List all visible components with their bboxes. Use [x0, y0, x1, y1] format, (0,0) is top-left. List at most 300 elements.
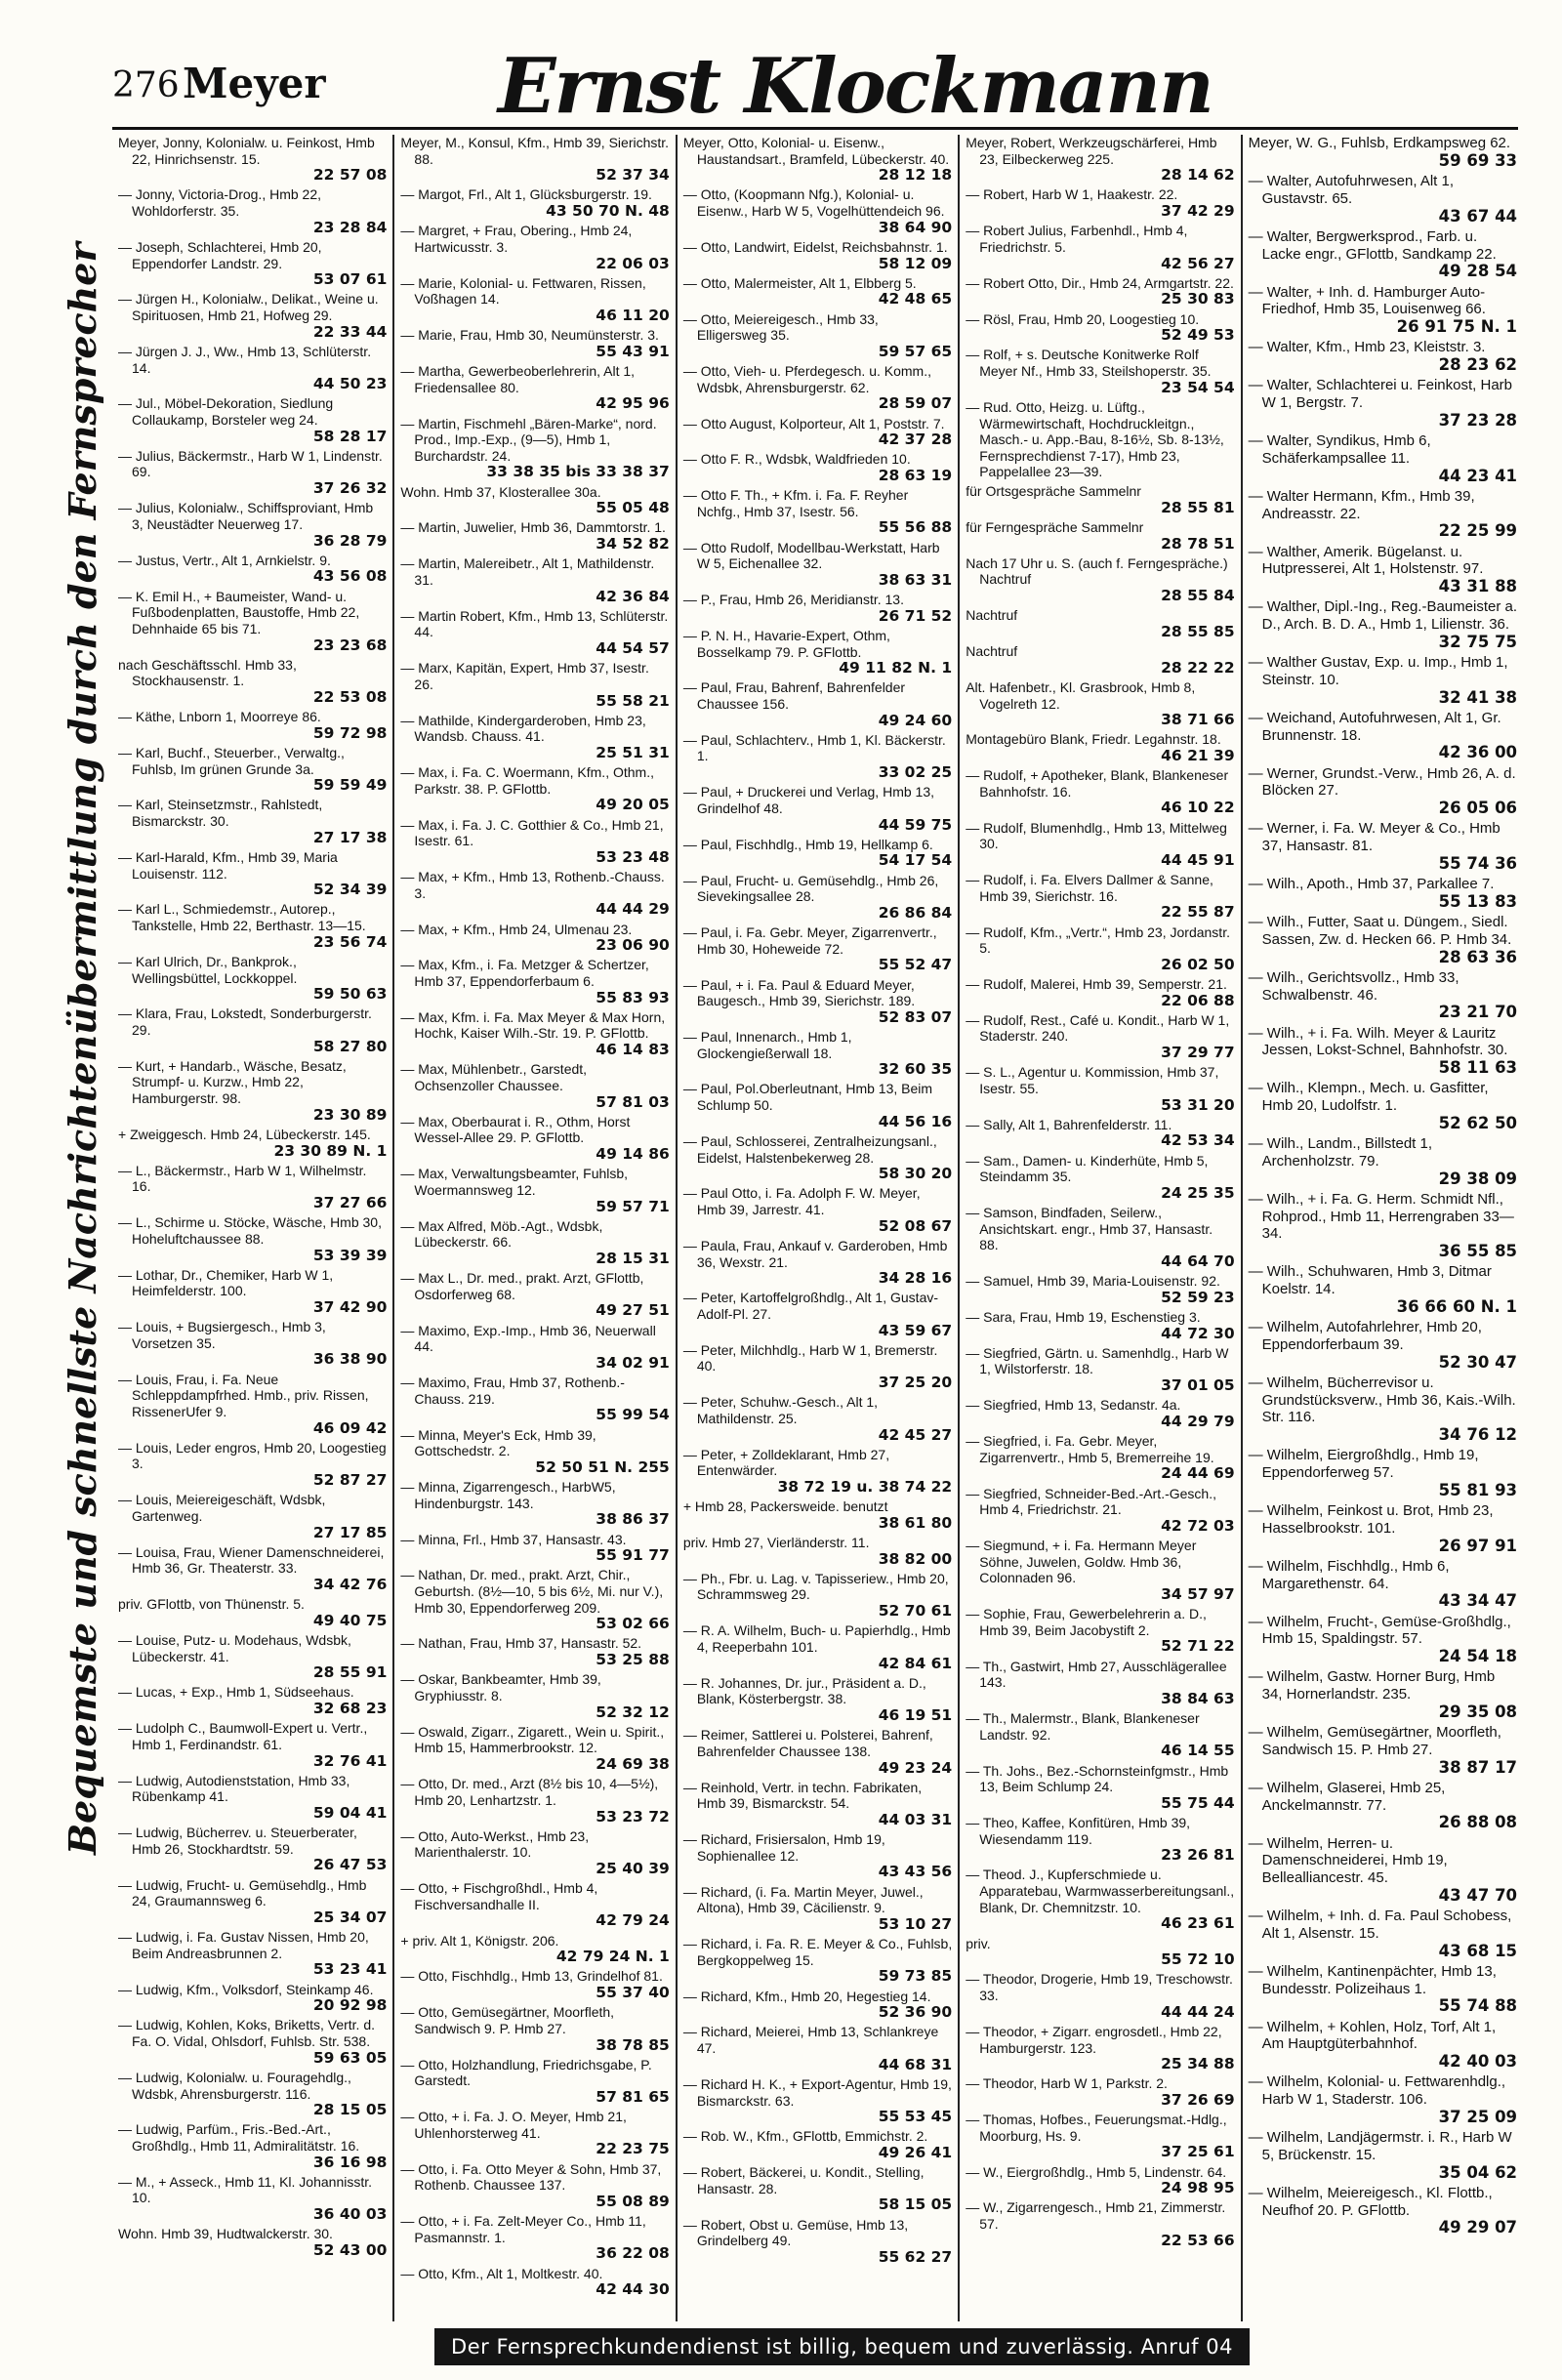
listing-entry — [118, 186, 387, 235]
listing-entry — [1249, 2073, 1517, 2126]
listing-entry — [400, 1323, 669, 1372]
phone-number: 49 11 82 N. 1 — [839, 659, 953, 677]
listing-entry — [966, 483, 1234, 516]
phone-number: 53 23 41 — [312, 1960, 388, 1979]
listing-entry — [400, 2004, 669, 2053]
entry-text: — Peter, Milchhdlg., Harb W 1, Bremerstr. 40. — [682, 1341, 938, 1375]
entry-text: — Sara, Frau, Hmb 19, Eschenstieg 3. — [966, 1308, 1201, 1325]
entry-text: — Max L., Dr. med., prakt. Arzt, GFlottb, Osdorferweg 68. — [400, 1270, 644, 1302]
phone-number: 26 91 75 N. 1 — [1396, 317, 1518, 336]
listing-entry — [683, 977, 952, 1026]
phone-number: 37 25 61 — [1161, 2143, 1235, 2161]
listing-entry — [1249, 1558, 1517, 1611]
listing-entry — [1249, 173, 1517, 226]
entry-text: — Wilhelm, + Kohlen, Holz, Torf, Alt 1, Am Hauptgüterbahnhof. — [1248, 2018, 1497, 2053]
entry-text: — Siegfried, i. Fa. Gebr. Meyer, Zigarrenvertr., Hmb 5, Bremerreihe 19. — [966, 1433, 1214, 1465]
entry-text: — Wilhelm, Eiergroßhdlg., Hmb 19, Eppendorferweg 57. — [1248, 1447, 1479, 1481]
entry-text: — Martin, Juwelier, Hmb 36, Dammtorstr. 1. — [400, 519, 666, 536]
phone-number: 46 19 51 — [878, 1706, 953, 1725]
listing-entry — [118, 797, 387, 845]
entry-text: — Otto, + i. Fa. Zelt-Meyer Co., Hmb 11, Pasmannstr. 1. — [400, 2213, 646, 2245]
listing-entry — [118, 745, 387, 794]
listing-entry — [118, 1544, 387, 1593]
listing-entry — [966, 976, 1234, 1009]
entry-text: — Paul, + Druckerei und Verlag, Hmb 13, Grindelhof 48. — [682, 784, 934, 816]
phone-number: 28 14 62 — [1161, 166, 1235, 185]
phone-number: 43 31 88 — [1438, 577, 1518, 595]
entry-text: — Ludwig, Bücherrev. u. Steuerberater, Hmb 26, Stockhardtstr. 59. — [118, 1825, 357, 1857]
entry-text: — Wilhelm, Glaserei, Hmb 25, Anckelmannstr. 77. — [1248, 1779, 1446, 1814]
phone-number: 58 11 63 — [1438, 1058, 1518, 1077]
entry-text: — Weichand, Autofuhrwesen, Alt 1, Gr. Brunnenstr. 18. — [1248, 709, 1501, 744]
phone-number: 38 86 37 — [596, 1510, 670, 1529]
listing-entry — [683, 1447, 952, 1496]
phone-number: 23 30 89 — [312, 1105, 388, 1124]
entry-text: — Wilhelm, Kantinenpächter, Hmb 13, Bundesstr. Polizeihaus 1. — [1248, 1962, 1497, 1997]
phone-number: 52 34 39 — [312, 881, 388, 899]
listing-entry — [966, 1763, 1234, 1812]
phone-number: 23 30 89 N. 1 — [273, 1141, 388, 1160]
listing-entry — [683, 311, 952, 360]
listing-entry — [400, 1114, 669, 1163]
listing-entry — [683, 837, 952, 870]
phone-number: 24 44 69 — [1161, 1464, 1235, 1483]
entry-text: — Jonny, Victoria-Drog., Hmb 22, Wohldorferstr. 35. — [118, 186, 322, 220]
listing-entry — [966, 767, 1234, 816]
listing-entry — [1249, 377, 1517, 430]
entry-text: — Otto August, Kolporteur, Alt 1, Poststr. 7. — [682, 415, 945, 431]
entry-text: — Oskar, Bankbeamter, Hmb 39, Gryphiusstr. 8. — [400, 1671, 601, 1703]
phone-number: 25 40 39 — [596, 1859, 670, 1877]
phone-number: 58 28 17 — [312, 427, 388, 445]
phone-number: 38 78 85 — [596, 2035, 670, 2054]
listing-entry — [1249, 914, 1517, 966]
entry-text: — Käthe, Lnborn 1, Moorreye 86. — [118, 709, 321, 725]
entry-text: — K. Emil H., + Baumeister, Wand- u. Fußbodenplatten, Baustoffe, Hmb 22, Dehnhaide 65 bis 71. — [118, 588, 360, 636]
page-header — [112, 42, 1518, 131]
listing-entry — [966, 643, 1234, 677]
entry-text: — Ludwig, Kohlen, Koks, Briketts, Vertr. d. Fa. O. Vidal, Ohlsdorf, Fuhlsb. Str. 538. — [118, 2017, 376, 2050]
entry-text: — Otto, Kfm., Alt 1, Moltkestr. 40. — [400, 2265, 603, 2281]
phone-number: 33 38 35 bis 33 38 37 — [486, 463, 670, 481]
phone-number: 44 03 31 — [878, 1811, 953, 1828]
advertiser-logo: Ernst Klockmann — [498, 42, 1213, 131]
listing-entry — [400, 957, 669, 1005]
listing-entry — [683, 135, 952, 184]
entry-text: — Max, Kfm. i. Fa. Max Meyer & Max Horn, Hochk, Kaiser Wilh.-Str. 19. P. GFlottb. — [400, 1008, 666, 1042]
phone-number: 22 57 08 — [312, 166, 388, 185]
entry-text: — R. Johannes, Dr. jur., Präsident a. D., Blank, Kösterbergstr. 38. — [682, 1674, 926, 1707]
listing-entry — [400, 1776, 669, 1825]
listing-entry — [400, 1724, 669, 1773]
phone-number: 52 37 34 — [596, 166, 670, 185]
phone-number: 42 48 65 — [878, 290, 953, 308]
phone-number: 42 56 27 — [1161, 254, 1235, 272]
entry-text: — Rudolf, Rest., Café u. Kondit., Harb W 1, Staderstr. 240. — [966, 1011, 1230, 1045]
entry-text: — Marie, Kolonial- u. Fettwaren, Rissen, Voßhagen 14. — [400, 274, 646, 308]
entry-text: — Oswald, Zigarr., Zigarett., Wein u. Spirit., Hmb 15, Hammerbrookstr. 12. — [400, 1723, 665, 1756]
phone-number: 55 75 44 — [1161, 1793, 1235, 1812]
entry-text: — Werner, Grundst.-Verw., Hmb 26, A. d. Blöcken 27. — [1248, 764, 1516, 800]
listing-entry — [400, 555, 669, 604]
phone-number: 44 59 75 — [878, 815, 953, 834]
phone-number: 59 57 65 — [878, 342, 953, 360]
phone-number: 59 50 63 — [312, 985, 388, 1004]
listing-entry — [118, 1440, 387, 1489]
phone-number: 32 76 41 — [312, 1751, 388, 1770]
entry-text: — Margret, + Frau, Obering., Hmb 24, Hartwicusstr. 3. — [400, 223, 633, 255]
entry-text: — Joseph, Schlachterei, Hmb 20, Eppendorfer Landstr. 29. — [118, 238, 322, 271]
listing-entry — [966, 519, 1234, 553]
entry-text: — Paul, Frucht- u. Gemüsehdlg., Hmb 26, Sievekingsallee 28. — [682, 872, 939, 905]
phone-number: 52 49 53 — [1161, 326, 1235, 345]
listing-entry — [400, 1218, 669, 1267]
entry-text: — Rudolf, + Apotheker, Blank, Blankeneser Bahnhofstr. 16. — [966, 767, 1229, 800]
footer-banner: Der Fernsprechkundendienst ist billig, bequem und zuverlässig. Anruf 04 — [434, 2328, 1250, 2365]
entry-text: — Wilh., Klempn., Mech. u. Gasfitter, Hmb 20, Ludolfstr. 1. — [1248, 1080, 1489, 1114]
listing-entry — [966, 1064, 1234, 1113]
listing-entry — [966, 1606, 1234, 1655]
listing-columns — [112, 135, 1523, 2321]
entry-text: — L., Bäckermstr., Harb W 1, Wilhelmstr. 16. — [118, 1162, 367, 1195]
phone-number: 53 31 20 — [1161, 1095, 1235, 1114]
listing-entry — [966, 555, 1234, 604]
listing-entry — [118, 395, 387, 444]
listing-entry — [400, 1009, 669, 1058]
listing-entry — [966, 347, 1234, 395]
listing-entry — [1249, 765, 1517, 818]
entry-text: — Otto, Vieh- u. Pferdegesch. u. Komm., Wdsbk, Ahrensburgerstr. 62. — [682, 363, 931, 395]
phone-number: 34 76 12 — [1438, 1425, 1518, 1444]
phone-number: 46 10 22 — [1161, 799, 1235, 817]
entry-text: — Ludolph C., Baumwoll-Expert u. Vertr., Hmb 1, Ferdinandstr. 61. — [118, 1720, 368, 1752]
entry-text: — Th. Johs., Bez.-Schornsteinfgmstr., Hmb 13, Beim Schlump 24. — [966, 1762, 1229, 1795]
listing-entry — [400, 2213, 669, 2262]
listing-entry — [966, 1867, 1234, 1932]
entry-text: — Wilh., Gerichtsvollz., Hmb 33, Schwalbenstr. 46. — [1248, 968, 1459, 1004]
phone-number: 34 52 82 — [596, 535, 670, 554]
side-slogan: Bequemste und schnellste Nachrichtenübermittlung durch den Fernsprecher — [61, 242, 104, 1855]
entry-text: — Theod. J., Kupferschmiede u. Apparatebau, Warmwasserbereitungsanl., Blank, Dr. Chemnitzstr. 10. — [966, 1867, 1235, 1915]
entry-text: — Rudolf, i. Fa. Elvers Dallmer & Sanne, Hmb 39, Sierichstr. 16. — [966, 872, 1213, 904]
entry-text: — Walther, Dipl.-Ing., Reg.-Baumeister a. D., Arch. B. D. A., Hmb 1, Lilienstr. 36. — [1248, 598, 1518, 633]
phone-number: 23 23 68 — [312, 636, 388, 654]
entry-text: — W., Eiergroßhdlg., Hmb 5, Lindenstr. 64. — [966, 2163, 1227, 2180]
listing-entry — [683, 1029, 952, 1078]
entry-text: — Max, Kfm., i. Fa. Metzger & Schertzer, Hmb 37, Eppendorferbaum 6. — [400, 957, 649, 989]
listing-entry — [966, 1815, 1234, 1864]
entry-text: — Walther Gustav, Exp. u. Imp., Hmb 1, Steinstr. 10. — [1248, 654, 1508, 688]
entry-text: — Wilhelm, Meiereigesch., Kl. Flottb., Neufhof 20. P. GFlottb. — [1248, 2184, 1493, 2219]
entry-text: — Otto, Gemüsegärtner, Moorfleth, Sandwisch 9. P. Hmb 27. — [400, 2004, 615, 2036]
listing-entry — [400, 1375, 669, 1423]
listing-entry — [966, 1345, 1234, 1394]
entry-text: — Otto, Meiereigesch., Hmb 33, Elligersweg 35. — [682, 310, 879, 344]
phone-number: 37 27 66 — [312, 1194, 388, 1212]
listing-entry — [1249, 820, 1517, 873]
phone-number: 24 25 35 — [1161, 1183, 1235, 1202]
phone-number: 44 68 31 — [878, 2055, 953, 2073]
listing-entry — [1249, 488, 1517, 541]
listing-entry — [1249, 1375, 1517, 1445]
listing-entry — [400, 135, 669, 184]
phone-number: 58 30 20 — [878, 1165, 953, 1183]
phone-number: 37 42 90 — [312, 1297, 388, 1316]
entry-text: — Wilh., Landm., Billstedt 1, Archenholzstr. 79. — [1248, 1135, 1433, 1169]
entry-text: — Thomas, Hofbes., Feuerungsmat.-Hdlg., Moorburg, Hs. 9. — [966, 2112, 1227, 2144]
listing-entry — [1249, 1668, 1517, 1721]
phone-number: 44 44 24 — [1161, 2002, 1235, 2021]
listing-entry — [683, 1831, 952, 1880]
listing-entry — [966, 1936, 1234, 1969]
entry-text: — Karl, Steinsetzmstr., Rahlstedt, Bismarckstr. 30. — [118, 797, 323, 830]
listing-entry — [118, 1720, 387, 1769]
entry-text: Meyer, Robert, Werkzeugschärferei, Hmb 23, Eilbeckerweg 225. — [966, 135, 1217, 167]
entry-text: Nachtruf — [966, 643, 1018, 660]
entry-text: — Ph., Fbr. u. Lag. v. Tapisseriew., Hmb 20, Schrammsweg 29. — [682, 1570, 949, 1603]
listing-entry — [400, 1270, 669, 1319]
phone-number: 42 53 34 — [1161, 1131, 1235, 1150]
phone-number: 59 69 33 — [1438, 150, 1518, 170]
entry-text: — Wilhelm, Feinkost u. Brot, Hmb 23, Hasselbrookstr. 101. — [1248, 1502, 1494, 1537]
listing-entry — [400, 2057, 669, 2106]
phone-number: 46 11 20 — [596, 307, 670, 325]
phone-number: 52 36 90 — [878, 2003, 953, 2022]
entry-text: — Max Alfred, Möb.-Agt., Wdsbk, Lübeckerstr. 66. — [400, 1217, 603, 1251]
phone-number: 22 06 03 — [596, 254, 670, 272]
listing-entry — [118, 1058, 387, 1124]
phone-number: 54 17 54 — [878, 851, 953, 870]
entry-text: — Wilhelm, Herren- u. Damenschneiderei, Hmb 19, Bellealliancestr. 45. — [1248, 1834, 1448, 1886]
listing-entry — [118, 553, 387, 586]
phone-number: 29 38 09 — [1438, 1169, 1518, 1188]
entry-text: — Louisa, Frau, Wiener Damenschneiderei, Hmb 36, Gr. Theaterstr. 33. — [118, 1543, 385, 1577]
phone-number: 59 72 98 — [312, 723, 388, 742]
listing-entry — [683, 239, 952, 272]
entry-text: — Louise, Putz- u. Modehaus, Wdsbk, Lübeckerstr. 41. — [118, 1631, 351, 1664]
listing-entry — [400, 922, 669, 955]
listing-entry — [966, 1971, 1234, 2020]
listing-entry — [118, 2121, 387, 2170]
listing-entry — [683, 1081, 952, 1129]
phone-number: 46 23 61 — [1161, 1914, 1235, 1933]
phone-number: 36 40 03 — [312, 2205, 388, 2224]
listing-entry — [118, 344, 387, 392]
entry-text: — P., Frau, Hmb 26, Meridianstr. 13. — [682, 592, 904, 608]
entry-text: — Samson, Bindfaden, Seilerw., Ansichtskart. engr., Hmb 37, Hansastr. 88. — [966, 1205, 1213, 1253]
listing-entry — [1249, 2185, 1517, 2237]
entry-text: — Siegmund, + i. Fa. Hermann Meyer Söhne, Juwelen, Goldw. Hmb 36, Colonnaden 96. — [966, 1538, 1197, 1586]
listing-entry — [683, 2164, 952, 2213]
entry-text: — Martin, Fischmehl „Bären-Marke“, nord. Prod., Imp.-Exp., (9—5), Hmb 1, Burchardstr. 24. — [400, 415, 657, 464]
entry-text: — Ludwig, Parfüm., Fris.-Bed.-Art., Großhdlg., Hmb 11, Admiralitätstr. 16. — [118, 2121, 360, 2154]
listing-entry — [1249, 339, 1517, 374]
phone-number: 28 23 62 — [1438, 355, 1518, 374]
listing-entry — [400, 2109, 669, 2157]
listing-entry — [118, 1005, 387, 1054]
listing-entry — [683, 1571, 952, 1620]
phone-number: 36 16 98 — [312, 2153, 388, 2171]
phone-number: 25 34 88 — [1161, 2055, 1235, 2073]
entry-text: — Louis, Meiereigeschäft, Wdsbk, Gartenweg. — [118, 1492, 326, 1524]
phone-number: 59 59 49 — [312, 776, 388, 795]
listing-entry — [118, 1492, 387, 1540]
listing-entry — [683, 1727, 952, 1776]
entry-text: — Wilh., Schuhwaren, Hmb 3, Ditmar Koelstr. 14. — [1248, 1263, 1492, 1297]
listing-entry — [966, 1273, 1234, 1306]
entry-text: — Rob. W., Kfm., GFlottb, Emmichstr. 2. — [682, 2128, 928, 2145]
phone-number: 53 02 66 — [596, 1615, 670, 1633]
entry-text: — Otto, Holzhandlung, Friedrichsgabe, P. Garstedt. — [400, 2056, 652, 2089]
phone-number: 32 75 75 — [1438, 632, 1518, 651]
phone-number: 49 29 07 — [1438, 2218, 1518, 2237]
phone-number: 43 34 47 — [1438, 1591, 1518, 1611]
listing-entry — [1249, 1263, 1517, 1316]
phone-number: 34 28 16 — [878, 1269, 953, 1288]
entry-text: priv. GFlottb, von Thünenstr. 5. — [118, 1596, 305, 1613]
phone-number: 55 43 91 — [596, 342, 670, 360]
listing-entry — [400, 1479, 669, 1528]
phone-number: 29 35 08 — [1438, 1702, 1518, 1721]
listing-entry — [683, 1936, 952, 1985]
listing-entry — [966, 2112, 1234, 2160]
phone-number: 53 23 72 — [596, 1807, 670, 1826]
phone-number: 59 73 85 — [878, 1967, 953, 1986]
entry-text: — Paul, Pol.Oberleutnant, Hmb 13, Beim Schlump 50. — [682, 1081, 933, 1114]
entry-text: — Reinhold, Vertr. in techn. Fabrikaten, Hmb 39, Bismarckstr. 54. — [682, 1779, 923, 1812]
entry-text: — Sophie, Frau, Gewerbelehrerin a. D., Hmb 39, Beim Jacobystift 2. — [966, 1606, 1207, 1638]
entry-text: — Julius, Bäckermstr., Harb W 1, Lindenstr. 69. — [118, 447, 383, 480]
entry-text: — Otto, i. Fa. Otto Meyer & Sohn, Hmb 37, Rothenb. Chaussee 137. — [400, 2160, 662, 2194]
phone-number: 44 64 70 — [1161, 1252, 1235, 1270]
listing-entry — [400, 764, 669, 813]
phone-number: 44 45 91 — [1161, 850, 1235, 869]
listing-entry — [400, 484, 669, 517]
listing-entry — [683, 2024, 952, 2072]
listing-entry — [400, 416, 669, 481]
entry-text: — Rolf, + s. Deutsche Konitwerke Rolf Meyer Nf., Hmb 33, Steilshoperstr. 35. — [966, 347, 1212, 380]
phone-number: 53 07 61 — [312, 270, 388, 289]
listing-entry — [1249, 432, 1517, 485]
entry-text: — Marie, Frau, Hmb 30, Neumünsterstr. 3. — [400, 327, 659, 344]
entry-text: — Louis, + Bugsiergesch., Hmb 3, Vorsetzen 35. — [118, 1319, 326, 1351]
phone-number: 44 56 16 — [878, 1112, 953, 1130]
entry-text: Meyer, Jonny, Kolonialw. u. Feinkost, Hmb 22, Hinrichsenstr. 15. — [118, 135, 375, 167]
listing-entry — [966, 607, 1234, 640]
entry-text: Montagebüro Blank, Friedr. Legahnstr. 18. — [966, 731, 1221, 748]
listing-entry — [683, 1780, 952, 1828]
listing-entry — [118, 2226, 387, 2259]
listing-entry — [966, 135, 1234, 184]
listing-column-2 — [394, 135, 677, 2321]
entry-text: — Theodor, + Zigarr. engrosdetl., Hmb 22, Hamburgerstr. 123. — [966, 2023, 1222, 2056]
entry-text: — Walter, Bergwerksprod., Farb. u. Lacke engr., GFlottb, Sandkamp 22. — [1248, 227, 1497, 263]
phone-number: 38 87 17 — [1438, 1757, 1518, 1777]
entry-text: — Max, Oberbaurat i. R., Othm, Horst Wessel-Allee 29. P. GFlottb. — [400, 1113, 631, 1146]
entry-text: — Wilhelm, Autofahrlehrer, Hmb 20, Eppendorferbaum 39. — [1248, 1319, 1482, 1353]
entry-text: — Wilhelm, Frucht-, Gemüse-Großhdlg., Hmb 15, Spaldingstr. 57. — [1248, 1613, 1511, 1648]
listing-entry — [966, 872, 1234, 921]
entry-text: — Walter, Autofuhrwesen, Alt 1, Gustavstr. 65. — [1248, 173, 1455, 207]
entry-text: — Jul., Möbel-Dekoration, Siedlung Collaukamp, Borsteler weg 24. — [118, 395, 334, 428]
entry-text: — Julius, Kolonialw., Schiffsproviant, Hmb 3, Neustädter Neuerweg 17. — [118, 500, 374, 532]
listing-entry — [400, 1567, 669, 1632]
entry-text: — Theodor, Harb W 1, Parkstr. 2. — [966, 2075, 1168, 2092]
entry-text: — Wilhelm, Gemüsegärtner, Moorfleth, Sandwisch 15. P. Hmb 27. — [1248, 1724, 1501, 1758]
phone-number: 42 37 28 — [878, 431, 953, 449]
listing-entry — [118, 1877, 387, 1926]
entry-text: — Wilh., + i. Fa. G. Herm. Schmidt Nfl., Rohprod., Hmb 11, Herrengraben 33—34. — [1248, 1190, 1514, 1243]
entry-text: — Richard, Frisiersalon, Hmb 19, Sophienallee 12. — [682, 1831, 885, 1864]
phone-number: 36 28 79 — [312, 531, 388, 550]
listing-entry — [118, 1372, 387, 1437]
listing-entry — [966, 1659, 1234, 1707]
listing-entry — [400, 1532, 669, 1565]
entry-text: — Richard H. K., + Export-Agentur, Hmb 19, Bismarckstr. 63. — [682, 2075, 952, 2109]
listing-entry — [1249, 1135, 1517, 1188]
entry-text: — Martha, Gewerbeoberlehrerin, Alt 1, Friedensallee 80. — [400, 363, 636, 395]
entry-text: — Wilhelm, Landjägermstr. i. R., Harb W 5, Brückenstr. 15. — [1248, 2129, 1512, 2163]
entry-text: — Robert, Obst u. Gemüse, Hmb 13, Grindelberg 49. — [682, 2216, 909, 2249]
entry-text: priv. — [966, 1935, 991, 1951]
phone-number: 49 23 24 — [878, 1758, 953, 1777]
listing-entry — [1249, 2019, 1517, 2072]
entry-text: — Lothar, Dr., Chemiker, Harb W 1, Heimfelderstr. 100. — [118, 1266, 334, 1299]
phone-number: 42 36 00 — [1438, 743, 1518, 762]
phone-number: 42 84 61 — [878, 1654, 953, 1672]
listing-entry — [683, 784, 952, 833]
entry-text: — Robert, Bäckerei, u. Kondit., Stelling, Hansastr. 28. — [682, 2164, 925, 2196]
phone-number: 55 05 48 — [596, 499, 670, 517]
phone-number: 52 62 50 — [1438, 1113, 1518, 1132]
listing-entry — [118, 849, 387, 898]
phone-number: 37 42 29 — [1161, 202, 1235, 221]
listing-entry — [118, 1267, 387, 1316]
phone-number: 28 15 05 — [312, 2101, 388, 2119]
phone-number: 43 47 70 — [1438, 1885, 1518, 1905]
listing-entry — [966, 924, 1234, 973]
entry-text: — Rösl, Frau, Hmb 20, Loogestieg 10. — [966, 310, 1200, 327]
phone-number: 37 26 32 — [312, 479, 388, 498]
phone-number: 38 64 90 — [878, 218, 953, 236]
phone-number: 23 06 90 — [596, 936, 670, 955]
phone-number: 42 72 03 — [1161, 1516, 1235, 1535]
phone-number: 42 45 27 — [878, 1425, 953, 1444]
entry-text: — Paul, Frau, Bahrenf, Bahrenfelder Chaussee 156. — [682, 679, 906, 712]
entry-text: — Louis, Frau, i. Fa. Neue Schleppdampfrhed. Hmb., priv. Rissen, RissenerUfer 9. — [118, 1371, 369, 1419]
listing-entry — [966, 1012, 1234, 1061]
phone-number: 22 53 08 — [312, 688, 388, 706]
listing-entry — [400, 186, 669, 220]
entry-text: — Siegfried, Hmb 13, Sedanstr. 4a. — [966, 1397, 1181, 1414]
entry-text: — Robert Julius, Farbenhdl., Hmb 4, Friedrichstr. 5. — [966, 223, 1188, 255]
listing-entry — [400, 1061, 669, 1110]
listing-entry — [683, 275, 952, 308]
entry-text: — W., Zigarrengesch., Hmb 21, Zimmerstr. 57. — [966, 2199, 1226, 2233]
entry-text: — Wilhelm, Fischhdlg., Hmb 6, Margarethenstr. 64. — [1248, 1557, 1450, 1592]
listing-entry — [400, 817, 669, 866]
entry-text: — Theo, Kaffee, Konfitüren, Hmb 39, Wiesendamm 119. — [966, 1815, 1191, 1847]
entry-text: — Karl L., Schmiedemstr., Autorep., Tankstelle, Hmb 22, Berthastr. 13—15. — [118, 901, 366, 934]
entry-text: — Max, + Kfm., Hmb 24, Ulmenau 23. — [400, 921, 633, 937]
listing-entry — [683, 2217, 952, 2266]
listing-entry — [1249, 876, 1517, 911]
entry-text: — Otto, (Koopmann Nfg.), Kolonial- u. Eisenw., Harb W 5, Vogelhüttendeich 96. — [682, 186, 945, 220]
entry-text: — Paul, + i. Fa. Paul & Eduard Meyer, Baugesch., Hmb 39, Sierichstr. 189. — [682, 976, 916, 1009]
listing-entry — [400, 327, 669, 360]
listing-entry — [118, 1214, 387, 1263]
phone-number: 55 56 88 — [878, 518, 953, 537]
